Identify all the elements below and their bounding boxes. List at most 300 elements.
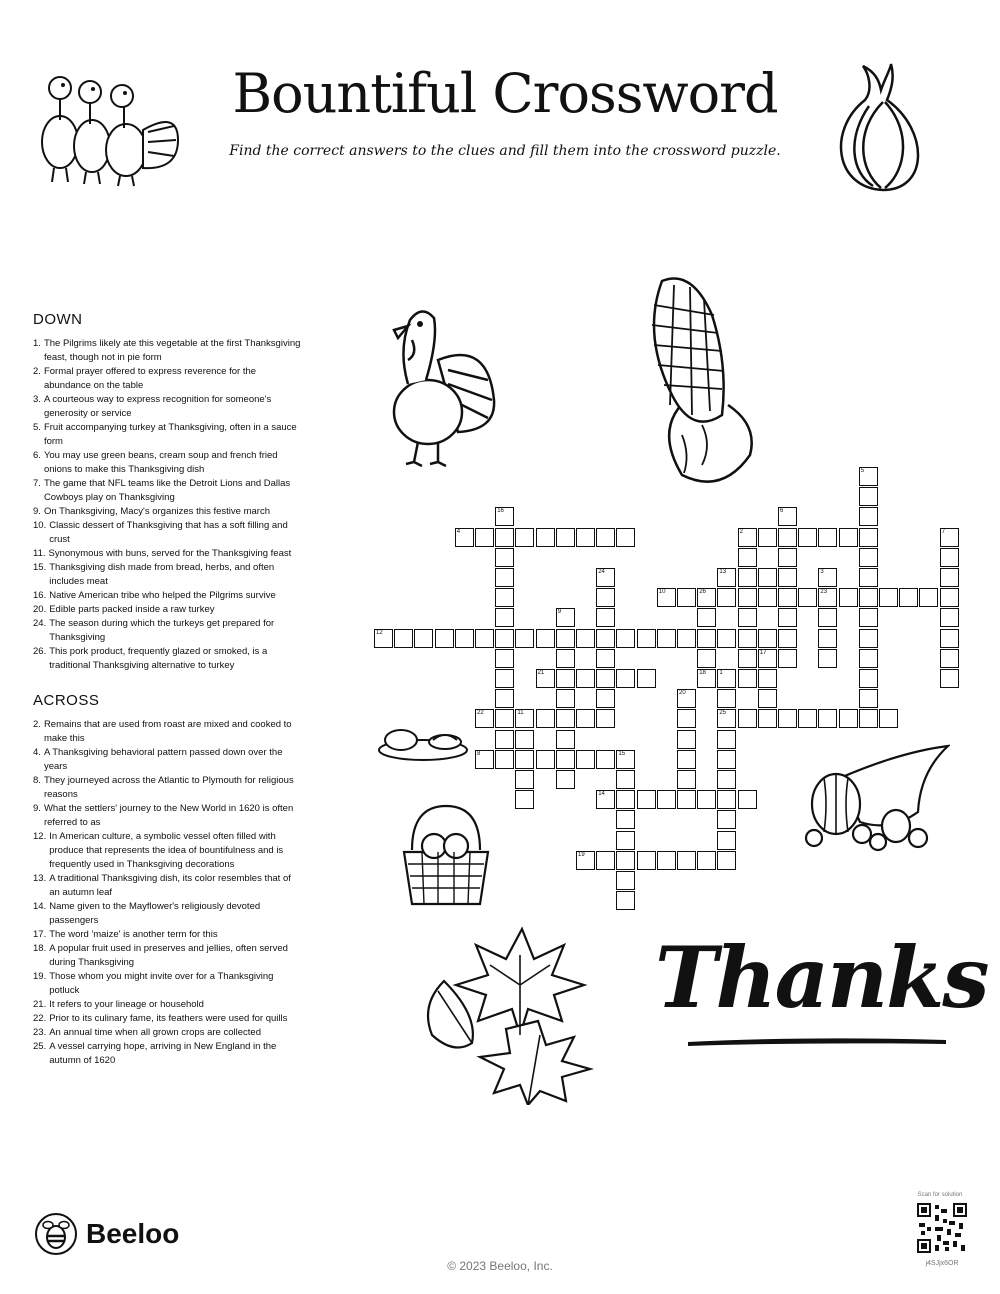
cell-number: 4 (456, 528, 461, 535)
grid-cell[interactable] (616, 528, 635, 547)
grid-cell[interactable] (717, 770, 736, 789)
grid-cell[interactable] (738, 588, 757, 607)
clue-text: A popular fruit used in preserves and jellies, often served during Thanksgiving (49, 943, 288, 968)
cell-number: 18 (699, 670, 706, 676)
grid-cell[interactable] (717, 629, 736, 648)
grid-cell[interactable] (717, 831, 736, 850)
turkey-illustration (378, 300, 500, 470)
grid-cell[interactable] (818, 568, 837, 587)
clue-item (33, 970, 303, 998)
clue-item (33, 900, 303, 928)
grid-cell[interactable] (717, 689, 736, 708)
down-clue-list (33, 337, 303, 673)
grid-cell[interactable] (637, 629, 656, 648)
grid-cell[interactable] (940, 629, 959, 648)
grid-cell[interactable] (576, 669, 595, 688)
clue-number: 21. (33, 999, 47, 1010)
grid-cell[interactable] (576, 629, 595, 648)
grid-cell[interactable] (697, 608, 716, 627)
clue-item (33, 1012, 303, 1026)
grid-cell[interactable] (717, 709, 736, 728)
clue-item (33, 337, 303, 365)
grid-cell[interactable] (475, 709, 494, 728)
thanks-lettering: Thanks (655, 928, 988, 1027)
across-heading: ACROSS (33, 692, 100, 709)
grid-cell[interactable] (556, 709, 575, 728)
clue-text: Prior to its culinary fame, its feathers were used for quills (49, 1013, 288, 1024)
grid-cell[interactable] (677, 709, 696, 728)
grid-cell[interactable] (677, 588, 696, 607)
qr-code-id: j4SJjx6OR (925, 1260, 959, 1267)
grid-cell[interactable] (677, 689, 696, 708)
grid-cell[interactable] (758, 649, 777, 668)
ducks-illustration (38, 70, 183, 188)
cell-number: 12 (376, 629, 383, 636)
clue-number: 20. (33, 604, 47, 615)
clue-number: 23. (33, 1027, 47, 1038)
grid-cell[interactable] (738, 790, 757, 809)
down-heading: DOWN (33, 311, 83, 328)
grid-cell[interactable] (596, 709, 615, 728)
grid-cell[interactable] (839, 709, 858, 728)
feast-plate-illustration (377, 718, 469, 764)
clue-text: Thanksgiving dish made from bread, herbs, and often includes meat (49, 562, 275, 587)
grid-cell[interactable] (455, 629, 474, 648)
grid-cell[interactable] (616, 810, 635, 829)
grid-cell[interactable] (940, 649, 959, 668)
grid-cell[interactable] (374, 629, 393, 648)
grid-cell[interactable] (495, 629, 514, 648)
grid-cell[interactable] (778, 709, 797, 728)
cell-number: 20 (679, 690, 686, 697)
grid-cell[interactable] (576, 709, 595, 728)
grid-cell[interactable] (515, 770, 534, 789)
grid-cell[interactable] (616, 891, 635, 910)
grid-cell[interactable] (879, 709, 898, 728)
grid-cell[interactable] (495, 730, 514, 749)
grid-cell[interactable] (515, 709, 534, 728)
clue-item (33, 1040, 303, 1068)
clue-text: A Thanksgiving behavioral pattern passed down over the years (43, 747, 283, 772)
grid-cell[interactable] (596, 689, 615, 708)
grid-cell[interactable] (475, 629, 494, 648)
grid-cell[interactable] (475, 528, 494, 547)
grid-cell[interactable] (778, 629, 797, 648)
grid-cell[interactable] (798, 588, 817, 607)
grid-cell[interactable] (556, 730, 575, 749)
clue-text: Edible parts packed inside a raw turkey (49, 604, 215, 615)
page-subtitle: Find the correct answers to the clues and fill them into the crossword puzzle. (229, 143, 781, 159)
grid-cell[interactable] (758, 709, 777, 728)
clue-text: They journeyed across the Atlantic to Plymouth for religious reasons (43, 775, 294, 800)
clue-item (33, 547, 303, 561)
clue-number: 17. (33, 929, 47, 940)
grid-cell[interactable] (738, 669, 757, 688)
grid-cell[interactable] (536, 629, 555, 648)
grid-cell[interactable] (778, 608, 797, 627)
grid-cell[interactable] (394, 629, 413, 648)
clue-number: 14. (33, 901, 47, 912)
grid-cell[interactable] (697, 649, 716, 668)
grid-cell[interactable] (758, 629, 777, 648)
clue-text: Formal prayer offered to express reverence for the abundance on the table (43, 366, 257, 391)
grid-cell[interactable] (657, 790, 676, 809)
grid-cell[interactable] (919, 588, 938, 607)
grid-cell[interactable] (616, 851, 635, 870)
clue-text: The Pilgrims likely ate this vegetable at the first Thanksgiving feast, though not in pie form (43, 338, 301, 363)
clue-item (33, 872, 303, 900)
grid-cell[interactable] (818, 528, 837, 547)
grid-cell[interactable] (515, 790, 534, 809)
grid-cell[interactable] (738, 649, 757, 668)
grid-cell[interactable] (515, 750, 534, 769)
grid-cell[interactable] (758, 689, 777, 708)
clue-text: A traditional Thanksgiving dish, its color resembles that of an autumn leaf (49, 873, 291, 898)
corn-illustration (632, 275, 762, 490)
clue-text: Remains that are used from roast are mixed and cooked to make this (43, 719, 292, 744)
cell-number: 19 (578, 851, 585, 858)
clue-number: 24. (33, 618, 47, 629)
grid-cell[interactable] (536, 528, 555, 547)
grid-cell[interactable] (596, 750, 615, 769)
clue-item (33, 365, 303, 393)
grid-cell[interactable] (616, 669, 635, 688)
grid-cell[interactable] (839, 588, 858, 607)
clue-text: On Thanksgiving, Macy's organizes this festive march (43, 506, 270, 517)
grid-cell[interactable] (495, 709, 514, 728)
clue-item (33, 421, 303, 449)
grid-cell[interactable] (859, 588, 878, 607)
cell-number: 22 (477, 710, 484, 717)
grid-cell[interactable] (596, 568, 615, 587)
grid-cell[interactable] (677, 770, 696, 789)
grid-cell[interactable] (859, 629, 878, 648)
grid-cell[interactable] (616, 790, 635, 809)
grid-cell[interactable] (697, 669, 716, 688)
grid-cell[interactable] (556, 528, 575, 547)
cell-number: 15 (618, 750, 626, 757)
grid-cell[interactable] (859, 649, 878, 668)
copyright: © 2023 Beeloo, Inc. (447, 1259, 553, 1273)
clue-number: 1. (33, 338, 41, 349)
grid-cell[interactable] (616, 629, 635, 648)
clue-item (33, 928, 303, 942)
clue-text: The season during which the turkeys get prepared for Thanksgiving (49, 618, 275, 643)
grid-cell[interactable] (697, 588, 716, 607)
grid-cell[interactable] (778, 588, 797, 607)
clue-number: 13. (33, 873, 47, 884)
grid-cell[interactable] (859, 689, 878, 708)
grid-cell[interactable] (495, 689, 514, 708)
grid-cell[interactable] (859, 709, 878, 728)
clue-number: 3. (33, 394, 41, 405)
cell-number: 10 (658, 589, 666, 596)
grid-cell[interactable] (859, 548, 878, 567)
clue-number: 26. (33, 646, 47, 657)
clue-item (33, 718, 303, 746)
grid-cell[interactable] (859, 669, 878, 688)
grid-cell[interactable] (940, 669, 959, 688)
grid-cell[interactable] (455, 528, 474, 547)
grid-cell[interactable] (616, 750, 635, 769)
grid-cell[interactable] (657, 588, 676, 607)
grid-cell[interactable] (616, 871, 635, 890)
grid-cell[interactable] (536, 669, 555, 688)
clue-number: 15. (33, 562, 47, 573)
clue-item (33, 830, 303, 872)
cornucopia-illustration (800, 742, 950, 860)
grid-cell[interactable] (778, 649, 797, 668)
clue-text: In American culture, a symbolic vessel often filled with produce that represents the idea of bountifulness and is frequently used in Thanksgiving decorations (49, 831, 284, 870)
grid-cell[interactable] (940, 588, 959, 607)
cell-number: 8 (477, 750, 481, 757)
grid-cell[interactable] (859, 467, 878, 486)
clue-item (33, 477, 303, 505)
grid-cell[interactable] (637, 851, 656, 870)
grid-cell[interactable] (717, 750, 736, 769)
grid-cell[interactable] (576, 851, 595, 870)
clue-text: An annual time when all grown crops are collected (49, 1027, 261, 1038)
cell-number: 25 (719, 710, 727, 717)
grid-cell[interactable] (859, 507, 878, 526)
grid-cell[interactable] (778, 507, 797, 526)
grid-cell[interactable] (717, 810, 736, 829)
grid-cell[interactable] (940, 528, 959, 547)
grid-cell[interactable] (616, 770, 635, 789)
grid-cell[interactable] (556, 608, 575, 627)
clue-item (33, 774, 303, 802)
grid-cell[interactable] (556, 750, 575, 769)
clue-number: 22. (33, 1013, 47, 1024)
grid-cell[interactable] (596, 608, 615, 627)
grid-cell[interactable] (940, 568, 959, 587)
grid-cell[interactable] (738, 629, 757, 648)
onion-illustration (825, 60, 943, 200)
clue-number: 4. (33, 747, 41, 758)
grid-cell[interactable] (677, 750, 696, 769)
grid-cell[interactable] (798, 709, 817, 728)
clue-item (33, 802, 303, 830)
clue-text: A vessel carrying hope, arriving in New England in the autumn of 1620 (49, 1041, 277, 1066)
clue-text: What the settlers' journey to the New World in 1620 is often referred to as (43, 803, 294, 828)
grid-cell[interactable] (556, 689, 575, 708)
grid-cell[interactable] (515, 730, 534, 749)
grid-cell[interactable] (717, 669, 736, 688)
grid-cell[interactable] (940, 608, 959, 627)
grid-cell[interactable] (717, 568, 736, 587)
grid-cell[interactable] (495, 750, 514, 769)
grid-cell[interactable] (515, 629, 534, 648)
grid-cell[interactable] (839, 528, 858, 547)
grid-cell[interactable] (758, 588, 777, 607)
clue-text: Synonymous with buns, served for the Thanksgiving feast (48, 548, 292, 559)
grid-cell[interactable] (515, 528, 534, 547)
grid-cell[interactable] (717, 588, 736, 607)
grid-cell[interactable] (637, 790, 656, 809)
grid-cell[interactable] (859, 487, 878, 506)
grid-cell[interactable] (859, 528, 878, 547)
clue-number: 12. (33, 831, 47, 842)
grid-cell[interactable] (798, 528, 817, 547)
apple-basket-illustration (398, 800, 494, 912)
clue-number: 19. (33, 971, 47, 982)
grid-cell[interactable] (818, 709, 837, 728)
cell-number: 23 (820, 589, 828, 596)
grid-cell[interactable] (576, 528, 595, 547)
autumn-leaves-illustration (414, 925, 600, 1105)
grid-cell[interactable] (717, 851, 736, 870)
grid-cell[interactable] (818, 649, 837, 668)
clue-item (33, 942, 303, 970)
grid-cell[interactable] (818, 629, 837, 648)
grid-cell[interactable] (758, 528, 777, 547)
cell-number: 26 (699, 589, 706, 596)
grid-cell[interactable] (637, 669, 656, 688)
clue-item (33, 589, 303, 603)
clue-number: 5. (33, 422, 41, 433)
clue-number: 8. (33, 775, 41, 786)
grid-cell[interactable] (475, 750, 494, 769)
brand-logo (34, 1212, 179, 1256)
clue-text: Name given to the Mayflower's religiously devoted passengers (49, 901, 261, 926)
grid-cell[interactable] (738, 608, 757, 627)
grid-cell[interactable] (657, 851, 676, 870)
grid-cell[interactable] (677, 790, 696, 809)
clue-number: 9. (33, 803, 41, 814)
grid-cell[interactable] (697, 790, 716, 809)
clue-item (33, 746, 303, 774)
grid-cell[interactable] (556, 770, 575, 789)
cell-number: 6 (780, 508, 784, 515)
grid-cell[interactable] (778, 568, 797, 587)
clue-text: Classic dessert of Thanksgiving that has a soft filling and crust (49, 520, 288, 545)
clue-text: A courteous way to express recognition for someone's generosity or service (43, 394, 272, 419)
cell-number: 24 (598, 569, 605, 575)
across-clue-list (33, 718, 303, 1068)
grid-cell[interactable] (536, 709, 555, 728)
cell-number: 11 (517, 710, 524, 717)
grid-cell[interactable] (596, 669, 615, 688)
grid-cell[interactable] (738, 568, 757, 587)
clue-number: 7. (33, 478, 41, 489)
grid-cell[interactable] (556, 649, 575, 668)
grid-cell[interactable] (495, 568, 514, 587)
grid-cell[interactable] (717, 790, 736, 809)
clue-item (33, 1026, 303, 1040)
grid-cell[interactable] (536, 750, 555, 769)
clue-text: It refers to your lineage or household (49, 999, 204, 1010)
grid-cell[interactable] (495, 669, 514, 688)
clue-number: 6. (33, 450, 41, 461)
brand-name: Beeloo (86, 1218, 180, 1249)
clue-item (33, 393, 303, 421)
grid-cell[interactable] (677, 851, 696, 870)
page-title: Bountiful Crossword (232, 62, 778, 125)
grid-cell[interactable] (414, 629, 433, 648)
grid-cell[interactable] (738, 528, 757, 547)
grid-cell[interactable] (495, 649, 514, 668)
grid-cell[interactable] (738, 548, 757, 567)
grid-cell[interactable] (899, 588, 918, 607)
grid-cell[interactable] (940, 548, 959, 567)
cell-number: 21 (537, 670, 545, 676)
cell-number: 9 (557, 609, 562, 616)
grid-cell[interactable] (616, 831, 635, 850)
clue-text: The word 'maize' is another term for this (49, 929, 218, 940)
grid-cell[interactable] (697, 851, 716, 870)
grid-cell[interactable] (778, 528, 797, 547)
cell-number: 16 (497, 508, 504, 515)
grid-cell[interactable] (495, 548, 514, 567)
grid-cell[interactable] (717, 730, 736, 749)
cell-number: 3 (820, 569, 824, 575)
clue-text: Native American tribe who helped the Pilgrims survive (49, 590, 276, 601)
thanks-underline (688, 1036, 946, 1046)
cell-number: 5 (860, 468, 865, 474)
grid-cell[interactable] (657, 629, 676, 648)
grid-cell[interactable] (778, 548, 797, 567)
clue-number: 2. (33, 719, 41, 730)
cell-number: 2 (739, 528, 743, 535)
grid-cell[interactable] (596, 649, 615, 668)
grid-cell[interactable] (495, 507, 514, 526)
clue-text: Fruit accompanying turkey at Thanksgiving, often in a sauce form (43, 422, 297, 447)
bee-icon (34, 1212, 78, 1256)
clue-number: 2. (33, 366, 41, 377)
grid-cell[interactable] (859, 608, 878, 627)
clue-text: Those whom you might invite over for a Thanksgiving potluck (49, 971, 274, 996)
grid-cell[interactable] (758, 669, 777, 688)
grid-cell[interactable] (859, 568, 878, 587)
grid-cell[interactable] (495, 588, 514, 607)
clue-item (33, 617, 303, 645)
across-clues (33, 694, 303, 1068)
cell-number: 14 (598, 791, 605, 798)
grid-cell[interactable] (818, 608, 837, 627)
grid-cell[interactable] (596, 528, 615, 547)
cell-number: 17 (759, 649, 767, 656)
grid-cell[interactable] (818, 588, 837, 607)
clue-text: You may use green beans, cream soup and french fried onions to make this Thanksgiving dish (43, 450, 278, 475)
clue-text: The game that NFL teams like the Detroit Lions and Dallas Cowboys play on Thanksgiving (43, 478, 291, 503)
grid-cell[interactable] (435, 629, 454, 648)
cell-number: 13 (719, 569, 727, 575)
grid-cell[interactable] (677, 730, 696, 749)
grid-cell[interactable] (677, 629, 696, 648)
grid-cell[interactable] (596, 588, 615, 607)
clue-number: 10. (33, 520, 47, 531)
grid-cell[interactable] (495, 528, 514, 547)
clue-number: 9. (33, 506, 41, 517)
grid-cell[interactable] (879, 588, 898, 607)
grid-cell[interactable] (495, 608, 514, 627)
grid-cell[interactable] (576, 750, 595, 769)
grid-cell[interactable] (596, 851, 615, 870)
down-clues (33, 313, 303, 673)
grid-cell[interactable] (556, 669, 575, 688)
clue-number: 18. (33, 943, 47, 954)
grid-cell[interactable] (758, 568, 777, 587)
grid-cell[interactable] (596, 629, 615, 648)
clue-item (33, 998, 303, 1012)
clue-item (33, 561, 303, 589)
grid-cell[interactable] (556, 629, 575, 648)
grid-cell[interactable] (697, 629, 716, 648)
grid-cell[interactable] (738, 709, 757, 728)
qr-code-icon[interactable] (917, 1203, 967, 1253)
grid-cell[interactable] (596, 790, 615, 809)
clue-item (33, 449, 303, 477)
